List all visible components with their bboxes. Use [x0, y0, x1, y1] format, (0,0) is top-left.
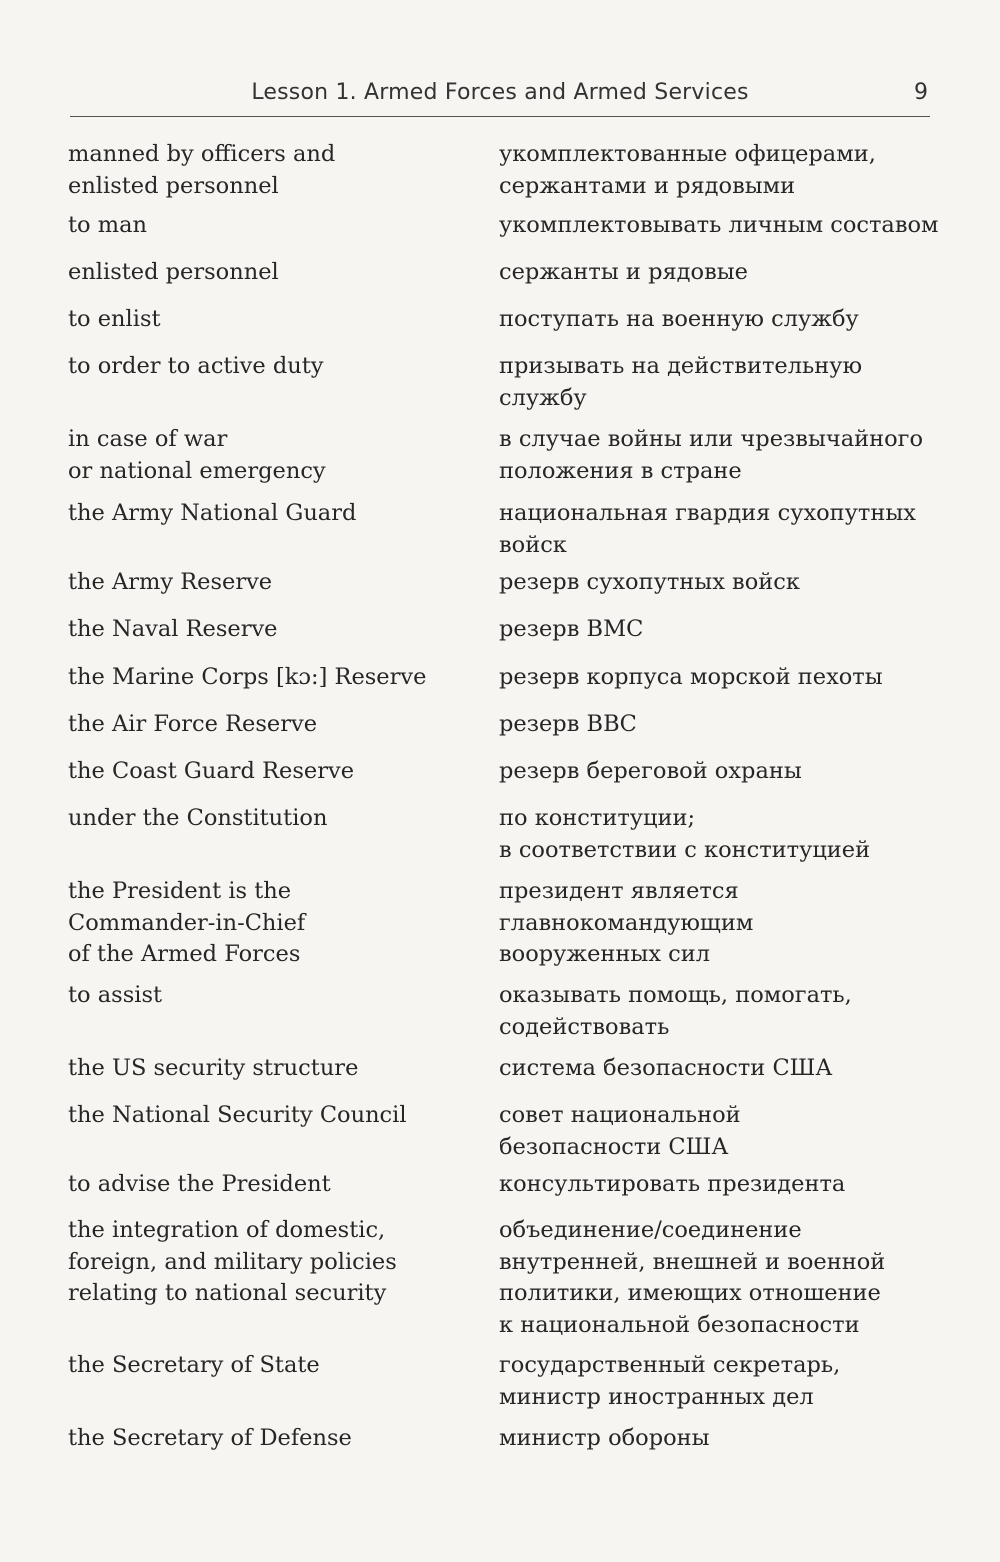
russian-translation: резерв береговой охраны: [499, 758, 802, 784]
english-term: to advise the President: [68, 1171, 331, 1197]
page-number: 9: [914, 80, 928, 105]
english-term: the Army Reserve: [68, 569, 273, 595]
russian-translation: призывать на действительную службу: [499, 353, 863, 411]
english-term: the Army National Guard: [68, 500, 357, 526]
russian-translation: укомплектовывать личным составом: [499, 212, 939, 238]
english-term: in case of war or national emergency: [68, 426, 326, 484]
russian-translation: объединение/соединение внутренней, внешней и военной политики, имеющих отношение к национальной безопасности: [499, 1217, 886, 1338]
english-term: the National Security Council: [68, 1102, 407, 1128]
english-term: to enlist: [68, 306, 161, 332]
english-term: manned by officers and enlisted personnel: [68, 141, 336, 199]
english-term: the integration of domestic, foreign, and military policies relating to national security: [68, 1217, 397, 1306]
russian-translation: система безопасности США: [499, 1055, 833, 1081]
russian-translation: укомплектованные офицерами, сержантами и рядовыми: [499, 141, 876, 199]
english-term: the US security structure: [68, 1055, 359, 1081]
russian-translation: поступать на военную службу: [499, 306, 859, 332]
english-term: the Secretary of State: [68, 1352, 320, 1378]
russian-translation: в случае войны или чрезвычайного положения в стране: [499, 426, 924, 484]
english-term: the President is the Commander-in-Chief of the Armed Forces: [68, 878, 306, 967]
russian-translation: по конституции; в соответствии с конституцией: [499, 805, 871, 863]
english-term: the Secretary of Defense: [68, 1425, 352, 1451]
english-term: to assist: [68, 982, 163, 1008]
russian-translation: президент является главнокомандующим вооруженных сил: [499, 878, 754, 967]
russian-translation: консультировать президента: [499, 1171, 846, 1197]
english-term: the Marine Corps [kɔ:] Reserve: [68, 664, 427, 690]
russian-translation: резерв ВВС: [499, 711, 637, 737]
russian-translation: сержанты и рядовые: [499, 259, 748, 285]
russian-translation: резерв ВМС: [499, 616, 644, 642]
english-term: under the Constitution: [68, 805, 328, 831]
english-term: the Coast Guard Reserve: [68, 758, 355, 784]
english-term: to man: [68, 212, 147, 238]
russian-translation: резерв сухопутных войск: [499, 569, 800, 595]
russian-translation: государственный секретарь, министр иностранных дел: [499, 1352, 841, 1410]
english-term: enlisted personnel: [68, 259, 279, 285]
english-term: to order to active duty: [68, 353, 324, 379]
russian-translation: министр обороны: [499, 1425, 710, 1451]
english-term: the Air Force Reserve: [68, 711, 318, 737]
english-term: the Naval Reserve: [68, 616, 278, 642]
russian-translation: совет национальной безопасности США: [499, 1102, 741, 1160]
lesson-title: Lesson 1. Armed Forces and Armed Services: [251, 80, 749, 105]
russian-translation: оказывать помощь, помогать, содействовать: [499, 982, 852, 1040]
russian-translation: национальная гвардия сухопутных войск: [499, 500, 916, 558]
russian-translation: резерв корпуса морской пехоты: [499, 664, 883, 690]
